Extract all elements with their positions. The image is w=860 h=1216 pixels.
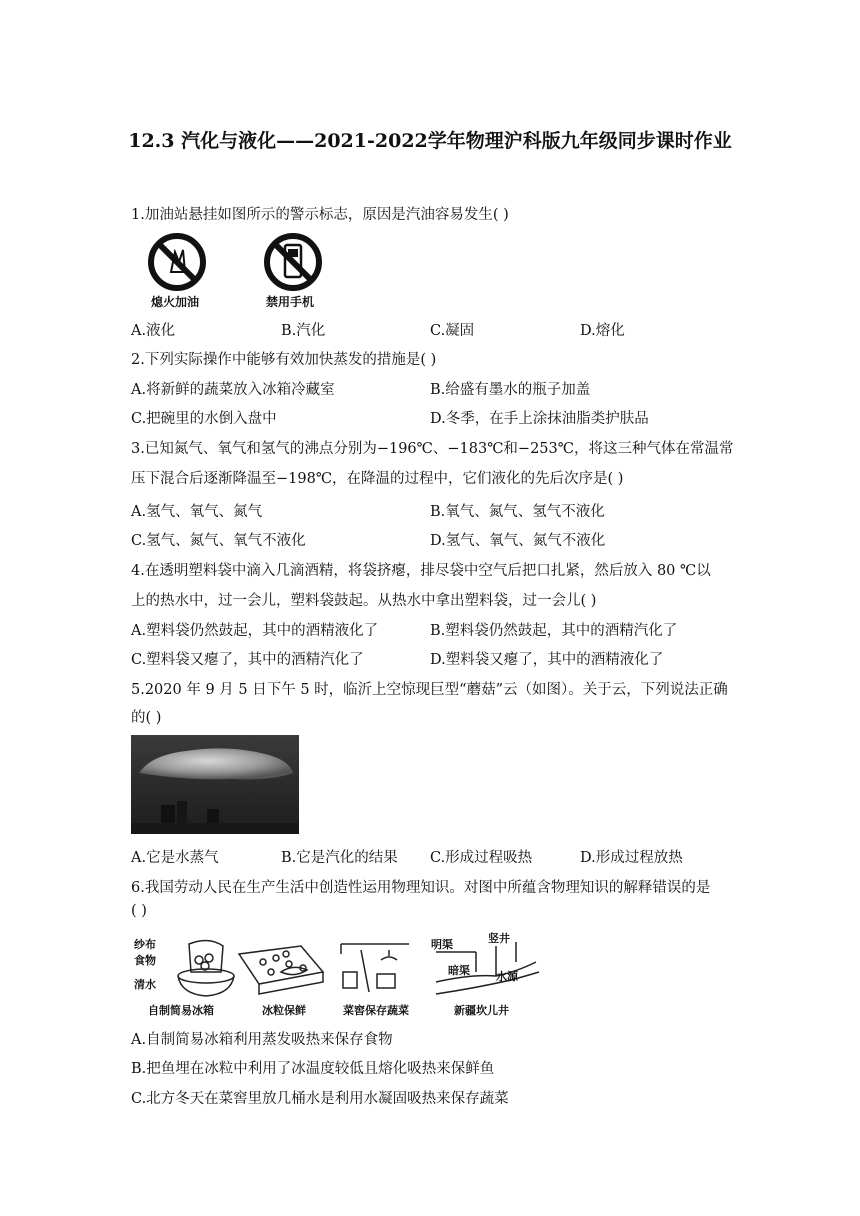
label-gauze: 纱布 (134, 938, 156, 951)
q1-option-a[interactable]: A.液化 (131, 323, 176, 339)
q3-option-b[interactable]: B.氧气、氮气、氢气不液化 (430, 504, 605, 520)
label-ice: 冰粒保鲜 (262, 1004, 306, 1017)
q4-option-a[interactable]: A.塑料袋仍然鼓起，其中的酒精液化了 (131, 623, 379, 639)
question-1-stem: 1.加油站悬挂如图所示的警示标志，原因是汽油容易发生( ) (131, 207, 509, 223)
label-shaft: 竖井 (488, 932, 510, 945)
label-open-channel: 明渠 (431, 938, 453, 951)
q2-option-d[interactable]: D.冬季，在手上涂抹油脂类护肤品 (430, 411, 649, 427)
q1-option-b[interactable]: B.汽化 (281, 323, 326, 339)
q5-option-b[interactable]: B.它是汽化的结果 (281, 850, 398, 866)
q4-option-b[interactable]: B.塑料袋仍然鼓起，其中的酒精汽化了 (430, 623, 678, 639)
question-4-stem-line-2: 上的热水中，过一会儿，塑料袋鼓起。从热水中拿出塑料袋，过一会儿( ) (131, 593, 597, 609)
q2-option-b[interactable]: B.给盛有墨水的瓶子加盖 (430, 382, 591, 398)
q6-option-b[interactable]: B.把鱼埋在冰粒中利用了冰温度较低且熔化吸热来保鲜鱼 (131, 1061, 495, 1077)
mushroom-cloud-photo (131, 735, 299, 834)
label-karez: 新疆坎儿井 (454, 1004, 509, 1017)
question-5-stem-line-1: 5.2020 年 9 月 5 日下午 5 时，临沂上空惊现巨型“蘑菇”云（如图）。关于云，下列说法正确 (131, 682, 728, 698)
sign-1-label: 熄火加油 (151, 295, 200, 309)
q4-option-c[interactable]: C.塑料袋又瘪了，其中的酒精汽化了 (131, 652, 364, 668)
q1-option-d[interactable]: D.熔化 (580, 323, 625, 339)
question-3-stem-line-2: 压下混合后逐渐降温至−198℃，在降温的过程中，它们液化的先后次序是( ) (131, 471, 624, 487)
sign-2-label: 禁用手机 (266, 295, 315, 309)
q2-option-c[interactable]: C.把碗里的水倒入盘中 (131, 411, 277, 427)
q2-option-a[interactable]: A.将新鲜的蔬菜放入冰箱冷藏室 (131, 382, 335, 398)
label-cooler: 自制简易冰箱 (148, 1004, 214, 1017)
q6-option-a[interactable]: A.自制简易冰箱利用蒸发吸热来保存食物 (131, 1032, 393, 1048)
question-3-stem-line-1: 3.已知氮气、氧气和氢气的沸点分别为−196℃、−183℃和−253℃，将这三种气体在常温常 (131, 441, 734, 457)
label-source: 水源 (496, 970, 518, 983)
q6-option-c[interactable]: C.北方冬天在菜窖里放几桶水是利用水凝固吸热来保存蔬菜 (131, 1091, 509, 1107)
q3-option-a[interactable]: A.氢气、氧气、氮气 (131, 504, 263, 520)
q5-option-c[interactable]: C.形成过程吸热 (430, 850, 533, 866)
q1-option-c[interactable]: C.凝固 (430, 323, 475, 339)
label-cellar: 菜窖保存蔬菜 (343, 1004, 409, 1017)
q5-option-a[interactable]: A.它是水蒸气 (131, 850, 219, 866)
question-5-stem-line-2: 的( ) (131, 710, 162, 726)
question-6-stem-line-1: 6.我国劳动人民在生产生活中创造性运用物理知识。对图中所蕴含物理知识的解释错误的是 (131, 880, 711, 896)
page-title: 12.3 汽化与液化——2021-2022学年物理沪科版九年级同步课时作业 (128, 130, 732, 152)
question-6-stem-line-2: ( ) (131, 903, 147, 919)
label-water: 清水 (134, 978, 156, 991)
question-2-stem: 2.下列实际操作中能够有效加快蒸发的措施是( ) (131, 352, 437, 368)
question-4-stem-line-1: 4.在透明塑料袋中滴入几滴酒精，将袋挤瘪，排尽袋中空气后把口扎紧，然后放入 80 ℃以 (131, 563, 711, 579)
label-food: 食物 (134, 954, 156, 967)
q4-option-d[interactable]: D.塑料袋又瘪了，其中的酒精液化了 (430, 652, 664, 668)
label-hidden-channel: 暗渠 (448, 964, 470, 977)
q3-option-c[interactable]: C.氢气、氮气、氧气不液化 (131, 533, 306, 549)
q3-option-d[interactable]: D.氢气、氧气、氮气不液化 (430, 533, 606, 549)
q5-option-d[interactable]: D.形成过程放热 (580, 850, 683, 866)
